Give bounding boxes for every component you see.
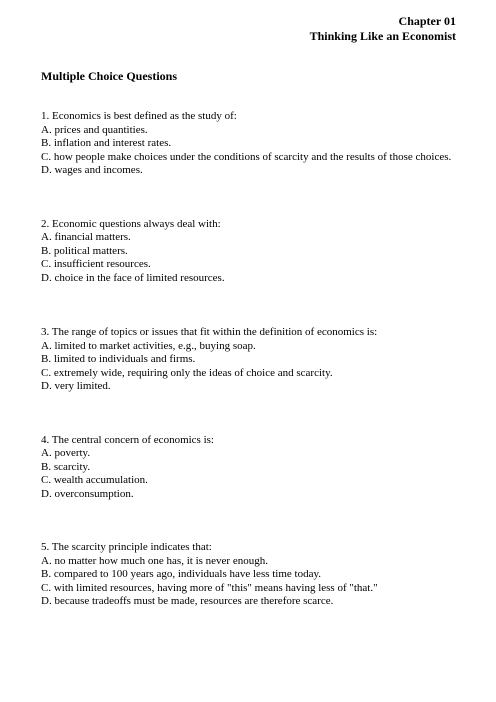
question-5 bbox=[41, 541, 456, 609]
chapter-title: Thinking Like an Economist bbox=[309, 29, 456, 43]
option-b: B. political matters. bbox=[41, 244, 128, 257]
option-b: B. scarcity. bbox=[41, 460, 91, 473]
option-d: D. very limited. bbox=[41, 380, 111, 392]
option-c: C. with limited resources, having more of "this" means having less of "that." bbox=[41, 581, 378, 594]
option-c: C. insufficient resources. bbox=[41, 258, 151, 270]
question-list bbox=[41, 110, 456, 649]
option-c: C. wealth accumulation. bbox=[41, 474, 148, 486]
question-3 bbox=[41, 326, 456, 394]
question-text: 3. The range of topics or issues that fit within the definition of economics is: bbox=[41, 326, 378, 338]
option-d: D. choice in the face of limited resources. bbox=[41, 271, 225, 284]
question-text: 1. Economics is best defined as the study of: bbox=[41, 110, 237, 122]
option-b: B. limited to individuals and firms. bbox=[41, 353, 196, 365]
option-a: A. prices and quantities. bbox=[41, 123, 148, 136]
question-text: 5. The scarcity principle indicates that: bbox=[41, 541, 212, 553]
page-header bbox=[310, 14, 456, 44]
option-a: A. financial matters. bbox=[41, 231, 131, 243]
question-1 bbox=[41, 110, 456, 178]
option-d: D. overconsumption. bbox=[41, 487, 134, 500]
section-title: Multiple Choice Questions bbox=[41, 69, 178, 83]
option-b: B. compared to 100 years ago, individuals have less time today. bbox=[41, 568, 322, 580]
question-2 bbox=[41, 218, 456, 286]
option-c: C. extremely wide, requiring only the ideas of choice and scarcity. bbox=[41, 366, 333, 379]
option-c: C. how people make choices under the conditions of scarcity and the results of those choices. bbox=[41, 150, 452, 163]
option-a: A. no matter how much one has, it is never enough. bbox=[41, 554, 268, 567]
question-4 bbox=[41, 434, 456, 502]
question-text: 2. Economic questions always deal with: bbox=[41, 217, 221, 230]
chapter-label: Chapter 01 bbox=[398, 14, 456, 28]
option-d: D. because tradeoffs must be made, resources are therefore scarce. bbox=[41, 595, 334, 607]
option-d: D. wages and incomes. bbox=[41, 164, 143, 176]
option-b: B. inflation and interest rates. bbox=[41, 137, 172, 149]
option-a: A. limited to market activities, e.g., buying soap. bbox=[41, 339, 256, 352]
option-a: A. poverty. bbox=[41, 447, 91, 459]
question-text: 4. The central concern of economics is: bbox=[41, 433, 214, 446]
